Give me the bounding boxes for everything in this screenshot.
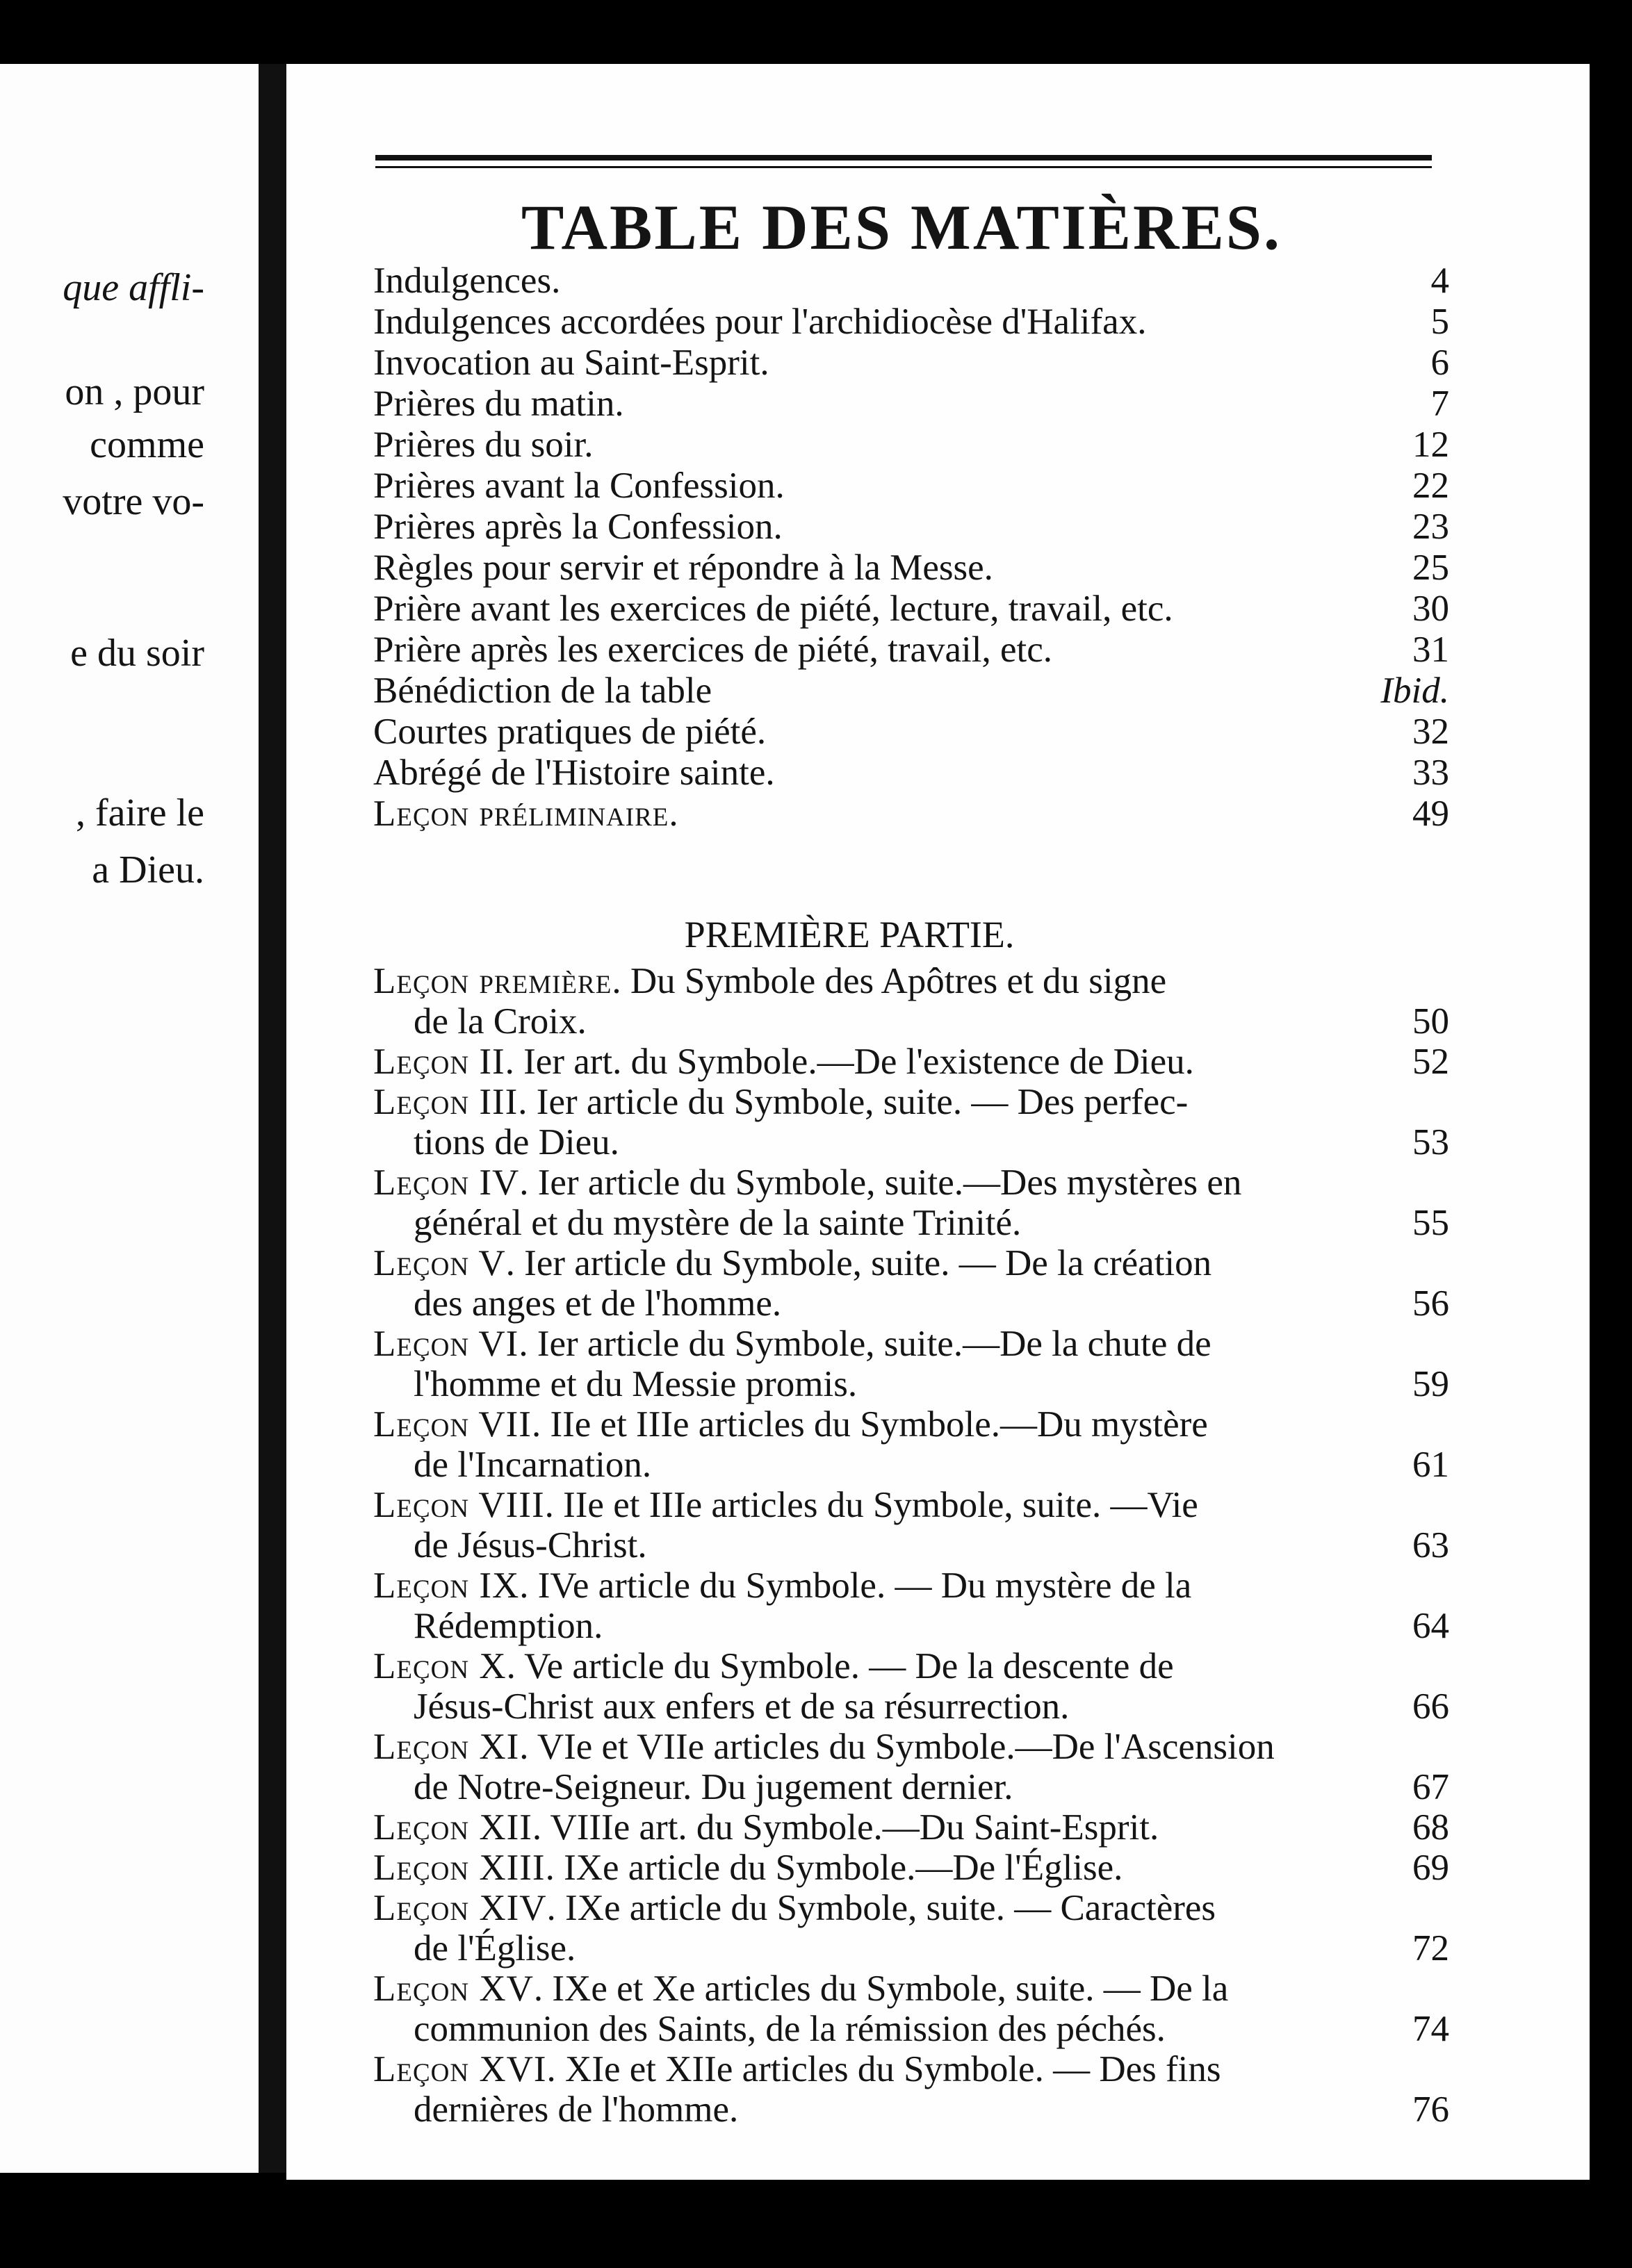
entry-title: Indulgences accordées pour l'archidiocèse d'Halifax. bbox=[373, 302, 1147, 342]
entry-page-number: 49 bbox=[1412, 794, 1449, 834]
entry-page-number: Ibid. bbox=[1380, 671, 1449, 711]
entry-page-number: 53 bbox=[1412, 1122, 1449, 1162]
entry-title: Leçon première. Du Symbole des Apôtres et du signe bbox=[373, 961, 1167, 1001]
entry-page-number: 66 bbox=[1412, 1686, 1449, 1727]
lesson-label: Leçon VI bbox=[373, 1324, 519, 1364]
entry-title: de l'Incarnation. bbox=[414, 1445, 652, 1485]
entry-title: Leçon XI. VIe et VIIe articles du Symbole.—De l'Ascension bbox=[373, 1727, 1275, 1767]
toc-lesson-continuation bbox=[373, 1121, 1449, 1163]
entry-title: dernières de l'homme. bbox=[414, 2089, 739, 2130]
entry-title: Leçon IX. IVe article du Symbole. — Du mystère de la bbox=[373, 1566, 1192, 1606]
entry-page-number: 50 bbox=[1412, 1001, 1449, 1042]
entry-title: Leçon III. Ier article du Symbole, suite. — Des perfec- bbox=[373, 1082, 1189, 1122]
toc-lesson-entry bbox=[373, 1242, 1449, 1284]
lesson-label: Leçon première bbox=[373, 961, 612, 1001]
facing-page bbox=[0, 64, 259, 2173]
entry-title: Leçon IV. Ier article du Symbole, suite.—Des mystères en bbox=[373, 1162, 1242, 1203]
lesson-label: Leçon XV bbox=[373, 1969, 534, 2009]
lesson-label: Leçon XIV bbox=[373, 1888, 547, 1928]
entry-title: Leçon II. Ier art. du Symbole.—De l'existence de Dieu. bbox=[373, 1042, 1194, 1082]
toc-entry bbox=[373, 670, 1449, 712]
entry-title: Leçon XV. IXe et Xe articles du Symbole, suite. — De la bbox=[373, 1969, 1229, 2009]
toc-lesson-continuation bbox=[373, 1525, 1449, 1566]
entry-title: Leçon X. Ve article du Symbole. — De la descente de bbox=[373, 1646, 1174, 1686]
toc-lesson-continuation bbox=[373, 2008, 1449, 2050]
toc-lesson-entry bbox=[373, 1565, 1449, 1606]
entry-title: de l'Église. bbox=[414, 1928, 576, 1969]
entry-title: tions de Dieu. bbox=[414, 1122, 619, 1162]
entry-title: Invocation au Saint-Esprit. bbox=[373, 343, 769, 383]
toc-lesson-continuation bbox=[373, 1363, 1449, 1405]
entry-page-number: 12 bbox=[1412, 425, 1449, 465]
lesson-label: Leçon X bbox=[373, 1646, 507, 1686]
entry-title: Leçon XIII. IXe article du Symbole.—De l'Église. bbox=[373, 1848, 1123, 1888]
facing-page-line: que affli- bbox=[63, 266, 204, 309]
entry-title: Leçon préliminaire. bbox=[373, 794, 678, 834]
table-of-contents-page bbox=[286, 64, 1590, 2180]
toc-lesson-entry bbox=[373, 1968, 1449, 2010]
entry-page-number: 6 bbox=[1430, 343, 1449, 383]
toc-lesson-entry bbox=[373, 1807, 1449, 1848]
toc-lesson-continuation bbox=[373, 1766, 1449, 1808]
toc-lesson-entry bbox=[373, 1162, 1449, 1203]
entry-page-number: 69 bbox=[1412, 1848, 1449, 1888]
lesson-label: Leçon IX bbox=[373, 1566, 520, 1606]
toc-lesson-entry bbox=[373, 2048, 1449, 2090]
toc-lesson-continuation bbox=[373, 1202, 1449, 1244]
section-heading: PREMIÈRE PARTIE. bbox=[684, 914, 1015, 955]
lesson-label: Leçon II bbox=[373, 1042, 505, 1082]
lesson-label: Leçon VIII bbox=[373, 1485, 545, 1525]
entry-title: Prières après la Confession. bbox=[373, 507, 783, 547]
entry-page-number: 56 bbox=[1412, 1283, 1449, 1324]
lesson-label: Leçon préliminaire bbox=[373, 794, 669, 834]
lesson-label: Leçon VII bbox=[373, 1404, 532, 1445]
lesson-label: Leçon III bbox=[373, 1082, 519, 1122]
facing-page-line: e du soir bbox=[70, 632, 204, 675]
facing-page-line: , faire le bbox=[76, 791, 204, 835]
entry-title: des anges et de l'homme. bbox=[414, 1283, 782, 1324]
toc-entry bbox=[373, 383, 1449, 425]
entry-page-number: 76 bbox=[1412, 2089, 1449, 2130]
facing-page-line: comme bbox=[90, 423, 204, 466]
entry-page-number: 4 bbox=[1430, 261, 1449, 301]
entry-title: Abrégé de l'Histoire sainte. bbox=[373, 753, 775, 793]
toc-entry bbox=[373, 588, 1449, 630]
entry-title: l'homme et du Messie promis. bbox=[414, 1364, 858, 1404]
entry-title: Jésus-Christ aux enfers et de sa résurrection. bbox=[414, 1686, 1070, 1727]
lesson-label: Leçon XII bbox=[373, 1807, 532, 1848]
lesson-label: Leçon XIII bbox=[373, 1848, 546, 1888]
toc-lesson-continuation bbox=[373, 1605, 1449, 1647]
toc-entry bbox=[373, 260, 1449, 302]
entry-title: Règles pour servir et répondre à la Messe. bbox=[373, 548, 993, 588]
entry-title: de Notre-Seigneur. Du jugement dernier. bbox=[414, 1767, 1013, 1807]
entry-title: Leçon XIV. IXe article du Symbole, suite. — Caractères bbox=[373, 1888, 1216, 1928]
entry-page-number: 5 bbox=[1430, 302, 1449, 342]
entry-page-number: 64 bbox=[1412, 1606, 1449, 1646]
entry-title: Indulgences. bbox=[373, 261, 561, 301]
entry-title: Prières avant la Confession. bbox=[373, 466, 785, 506]
toc-entry bbox=[373, 711, 1449, 753]
entry-title: communion des Saints, de la rémission des péchés. bbox=[414, 2009, 1166, 2049]
entry-title: Leçon XII. VIIIe art. du Symbole.—Du Saint-Esprit. bbox=[373, 1807, 1159, 1848]
toc-lesson-continuation bbox=[373, 1001, 1449, 1042]
entry-page-number: 63 bbox=[1412, 1525, 1449, 1566]
entry-title: Leçon VI. Ier article du Symbole, suite.—De la chute de bbox=[373, 1324, 1211, 1364]
entry-page-number: 59 bbox=[1412, 1364, 1449, 1404]
header-rule bbox=[375, 155, 1432, 161]
toc-lesson-continuation bbox=[373, 2089, 1449, 2130]
entry-title: Courtes pratiques de piété. bbox=[373, 712, 767, 752]
toc-entry bbox=[373, 752, 1449, 794]
toc-lesson-entry bbox=[373, 1041, 1449, 1083]
facing-page-line: on , pour bbox=[65, 370, 204, 413]
lesson-label: Leçon XVI bbox=[373, 2049, 547, 2089]
lesson-label: Leçon XI bbox=[373, 1727, 520, 1767]
toc-entry bbox=[373, 301, 1449, 343]
entry-title: Leçon VIII. IIe et IIIe articles du Symbole, suite. —Vie bbox=[373, 1485, 1198, 1525]
entry-page-number: 33 bbox=[1412, 753, 1449, 793]
toc-lesson-continuation bbox=[373, 1686, 1449, 1727]
entry-page-number: 23 bbox=[1412, 507, 1449, 547]
toc-lesson-entry bbox=[373, 1847, 1449, 1889]
toc-lesson-continuation bbox=[373, 1283, 1449, 1324]
toc-lesson-entry bbox=[373, 1404, 1449, 1445]
entry-title: Leçon XVI. XIe et XIIe articles du Symbole. — Des fins bbox=[373, 2049, 1221, 2089]
entry-title: Prière avant les exercices de piété, lecture, travail, etc. bbox=[373, 589, 1173, 629]
facing-page-line: a Dieu. bbox=[92, 848, 204, 891]
entry-title: Prières du soir. bbox=[373, 425, 594, 465]
toc-lesson-entry bbox=[373, 1887, 1449, 1929]
facing-page-line: votre vo- bbox=[63, 480, 204, 523]
toc-entry bbox=[373, 629, 1449, 671]
toc-lesson-entry bbox=[373, 1081, 1449, 1123]
entry-page-number: 74 bbox=[1412, 2009, 1449, 2049]
toc-lesson-entry bbox=[373, 1726, 1449, 1768]
toc-entry bbox=[373, 506, 1449, 548]
lesson-label: Leçon IV bbox=[373, 1162, 520, 1203]
entry-page-number: 68 bbox=[1412, 1807, 1449, 1848]
entry-title: Rédemption. bbox=[414, 1606, 603, 1646]
entry-page-number: 32 bbox=[1412, 712, 1449, 752]
toc-entry bbox=[373, 424, 1449, 466]
toc-entry bbox=[373, 793, 1449, 835]
toc-lesson-entry bbox=[373, 1484, 1449, 1526]
toc-lesson-entry bbox=[373, 960, 1449, 1002]
entry-page-number: 30 bbox=[1412, 589, 1449, 629]
entry-page-number: 72 bbox=[1412, 1928, 1449, 1969]
toc-entry bbox=[373, 465, 1449, 507]
entry-title: de Jésus-Christ. bbox=[414, 1525, 647, 1566]
header-rule bbox=[375, 166, 1432, 168]
toc-lesson-continuation bbox=[373, 1928, 1449, 1969]
entry-page-number: 52 bbox=[1412, 1042, 1449, 1082]
toc-entry bbox=[373, 342, 1449, 384]
entry-page-number: 25 bbox=[1412, 548, 1449, 588]
entry-title: général et du mystère de la sainte Trinité. bbox=[414, 1203, 1022, 1243]
entry-title: Leçon VII. IIe et IIIe articles du Symbole.—Du mystère bbox=[373, 1404, 1208, 1445]
entry-page-number: 31 bbox=[1412, 630, 1449, 670]
toc-lesson-entry bbox=[373, 1645, 1449, 1687]
entry-page-number: 22 bbox=[1412, 466, 1449, 506]
page-title: TABLE DES MATIÈRES. bbox=[521, 192, 1282, 263]
entry-title: Bénédiction de la table bbox=[373, 671, 712, 711]
entry-title: Leçon V. Ier article du Symbole, suite. — De la création bbox=[373, 1243, 1212, 1283]
entry-page-number: 7 bbox=[1430, 384, 1449, 424]
entry-page-number: 67 bbox=[1412, 1767, 1449, 1807]
toc-lesson-entry bbox=[373, 1323, 1449, 1365]
toc-entry bbox=[373, 547, 1449, 589]
toc-lesson-continuation bbox=[373, 1444, 1449, 1486]
entry-title: Prières du matin. bbox=[373, 384, 624, 424]
entry-page-number: 61 bbox=[1412, 1445, 1449, 1485]
book-gutter bbox=[259, 64, 286, 2173]
entry-title: de la Croix. bbox=[414, 1001, 587, 1042]
entry-page-number: 55 bbox=[1412, 1203, 1449, 1243]
lesson-label: Leçon V bbox=[373, 1243, 506, 1283]
entry-title: Prière après les exercices de piété, travail, etc. bbox=[373, 630, 1053, 670]
